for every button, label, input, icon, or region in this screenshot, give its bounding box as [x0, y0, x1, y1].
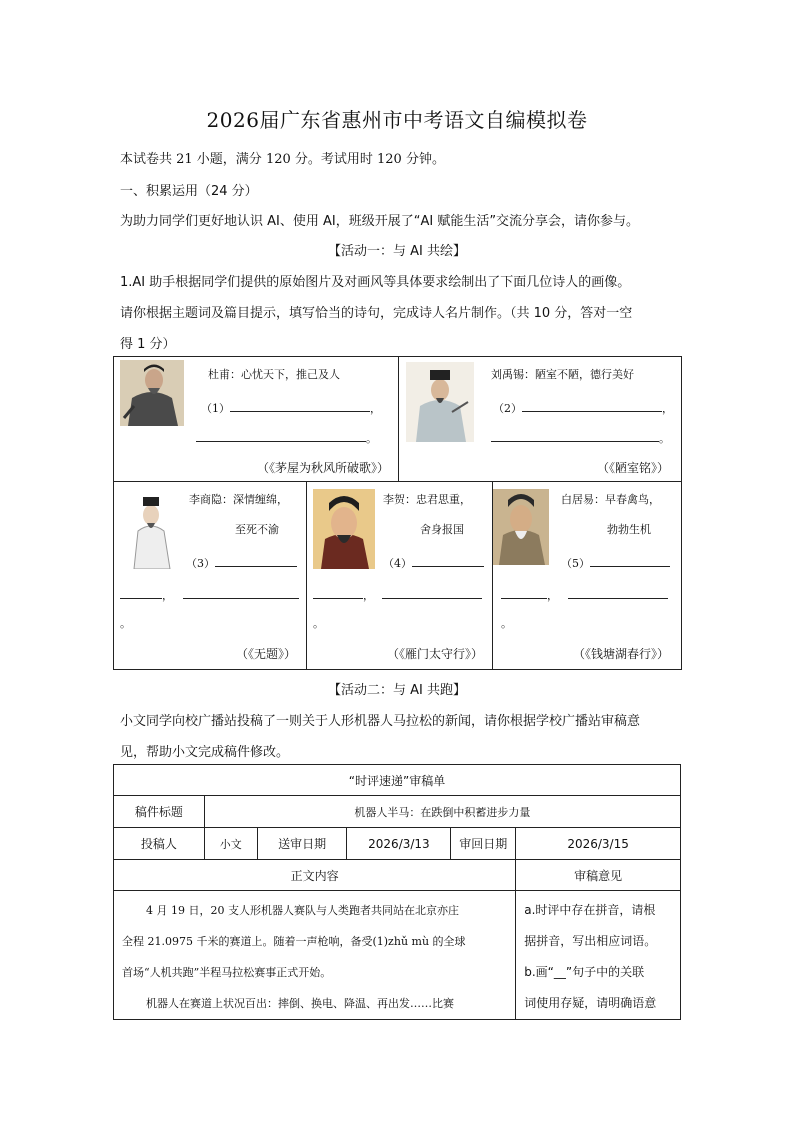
answer-blank[interactable] [183, 585, 299, 599]
exam-title: 2026届广东省惠州市中考语文自编模拟卷 [206, 108, 588, 132]
poem-source: （《钱塘湖春行》） [572, 647, 669, 661]
title-value: 机器人半马：在跌倒中积蓄进步力量 [204, 796, 680, 828]
question-number: （2） [493, 402, 522, 415]
section-heading: 一、积累运用（24 分） [120, 184, 258, 199]
question-number: （1） [201, 402, 230, 415]
answer-row [493, 398, 673, 416]
submit-date: 2026/3/13 [347, 828, 451, 860]
submit-date-label: 送审日期 [257, 828, 347, 860]
poet-theme: 李贺：忠君思重， [383, 493, 471, 506]
period: 。 [313, 617, 324, 630]
poet-card-baijuyi [493, 481, 681, 669]
body-line: 4 月 19 日，20 支人形机器人赛队与人类跑者共同站在北京亦庄 [146, 904, 459, 917]
opinion-line: 词使用存疑，请明确语意 [524, 996, 657, 1010]
opinion-label: 审稿意见 [516, 860, 681, 891]
body-label: 正文内容 [114, 860, 516, 891]
body-line: 首场“人机共跑”半程马拉松赛事正式开始。 [122, 966, 332, 979]
poem-source: （《无题》） [235, 647, 296, 661]
exam-intro: 本试卷共 21 小题，满分 120 分。考试用时 120 分钟。 [120, 152, 445, 167]
question-number: （4） [383, 557, 412, 570]
question-number: （3） [186, 557, 215, 570]
answer-blank[interactable] [230, 398, 370, 412]
poet-card-dufu [113, 356, 399, 481]
answer-row [120, 585, 299, 603]
opinion-line: a.时评中存在拼音，请根 [524, 903, 656, 917]
answer-row [313, 585, 482, 603]
answer-blank[interactable] [215, 553, 297, 567]
answer-blank[interactable] [522, 398, 662, 412]
poet-theme-cont: 舍身报国 [420, 523, 464, 536]
portrait-lishangyin [120, 489, 182, 569]
question-number: （5） [561, 557, 590, 570]
review-form [113, 764, 681, 1020]
poet-card-lishangyin [113, 481, 306, 669]
portrait-dufu [120, 360, 184, 426]
portrait-liuyuxi [406, 362, 474, 442]
comma: ， [363, 589, 374, 602]
question-1-line-2: 请你根据主题词及篇目提示，填写恰当的诗句，完成诗人名片制作。（共 10 分，答对一空 [120, 306, 633, 321]
poem-source: （《茅屋为秋风所破歌》） [256, 461, 389, 475]
instruction-line-1: 小文同学向校广播站投稿了一则关于人形机器人马拉松的新闻，请你根据学校广播站审稿意 [120, 714, 641, 729]
answer-blank[interactable] [382, 585, 482, 599]
portrait-baijuyi [493, 489, 549, 565]
author-label: 投稿人 [114, 828, 205, 860]
poet-theme: 杜甫：心忧天下，推己及人 [208, 368, 340, 381]
answer-row [186, 553, 297, 571]
period: 。 [501, 617, 512, 630]
answer-blank[interactable] [196, 428, 366, 442]
period: 。 [366, 432, 377, 445]
opinion-line: 据拼音，写出相应词语。 [524, 934, 657, 948]
poet-card-lihe [307, 481, 493, 669]
comma: ， [662, 402, 673, 415]
answer-blank[interactable] [568, 585, 668, 599]
instruction-line-2: 见，帮助小文完成稿件修改。 [120, 745, 290, 760]
return-date: 2026/3/15 [516, 828, 681, 860]
answer-blank[interactable] [120, 585, 162, 599]
answer-row [561, 553, 670, 571]
poet-theme: 白居易：早春禽鸟， [561, 493, 660, 506]
answer-row [491, 428, 670, 446]
answer-row [201, 398, 381, 416]
author-value: 小文 [204, 828, 257, 860]
answer-blank[interactable] [412, 553, 484, 567]
review-opinions [516, 891, 681, 1020]
poet-theme-cont: 勃勃生机 [607, 523, 651, 536]
comma: ， [547, 589, 558, 602]
lead-paragraph: 为助力同学们更好地认识 AI、使用 AI，班级开展了“AI 赋能生活”交流分享会，请你参与。 [120, 214, 640, 229]
form-heading: “时评速递”审稿单 [114, 765, 681, 796]
comma: ， [370, 402, 381, 415]
comma: ， [162, 589, 173, 602]
poet-theme: 刘禹锡：陋室不陋，德行美好 [491, 368, 634, 381]
poem-source: （《陋室铭》） [596, 461, 669, 475]
body-line: 机器人在赛道上状况百出：摔倒、换电、降温、再出发……比赛 [146, 997, 454, 1010]
answer-row [383, 553, 484, 571]
answer-row [196, 428, 377, 446]
period: 。 [659, 432, 670, 445]
article-body [114, 891, 516, 1020]
body-line: 全程 21.0975 千米的赛道上。随着一声枪响，备受(1)zhǔ mù 的全球 [122, 935, 466, 948]
answer-blank[interactable] [590, 553, 670, 567]
portrait-lihe [313, 489, 375, 569]
activity-two-heading: 【活动二：与 AI 共跑】 [328, 683, 466, 698]
opinion-line: b.画“__”句子中的关联 [524, 965, 645, 979]
poet-theme-cont: 至死不渝 [235, 523, 279, 536]
title-label: 稿件标题 [114, 796, 205, 828]
return-date-label: 审回日期 [451, 828, 516, 860]
answer-blank[interactable] [491, 428, 659, 442]
question-1-line-3: 得 1 分） [120, 337, 176, 352]
activity-one-heading: 【活动一：与 AI 共绘】 [328, 244, 466, 259]
answer-row [501, 585, 668, 603]
answer-blank[interactable] [501, 585, 547, 599]
poet-theme: 李商隐：深情缠绵， [189, 493, 288, 506]
period: 。 [120, 617, 131, 630]
poet-card-liuyuxi [399, 356, 681, 481]
poem-source: （《雁门太守行》） [386, 647, 483, 661]
answer-blank[interactable] [313, 585, 363, 599]
question-1-line-1: 1.AI 助手根据同学们提供的原始图片及对画风等具体要求绘制出了下面几位诗人的画像。 [120, 275, 631, 290]
